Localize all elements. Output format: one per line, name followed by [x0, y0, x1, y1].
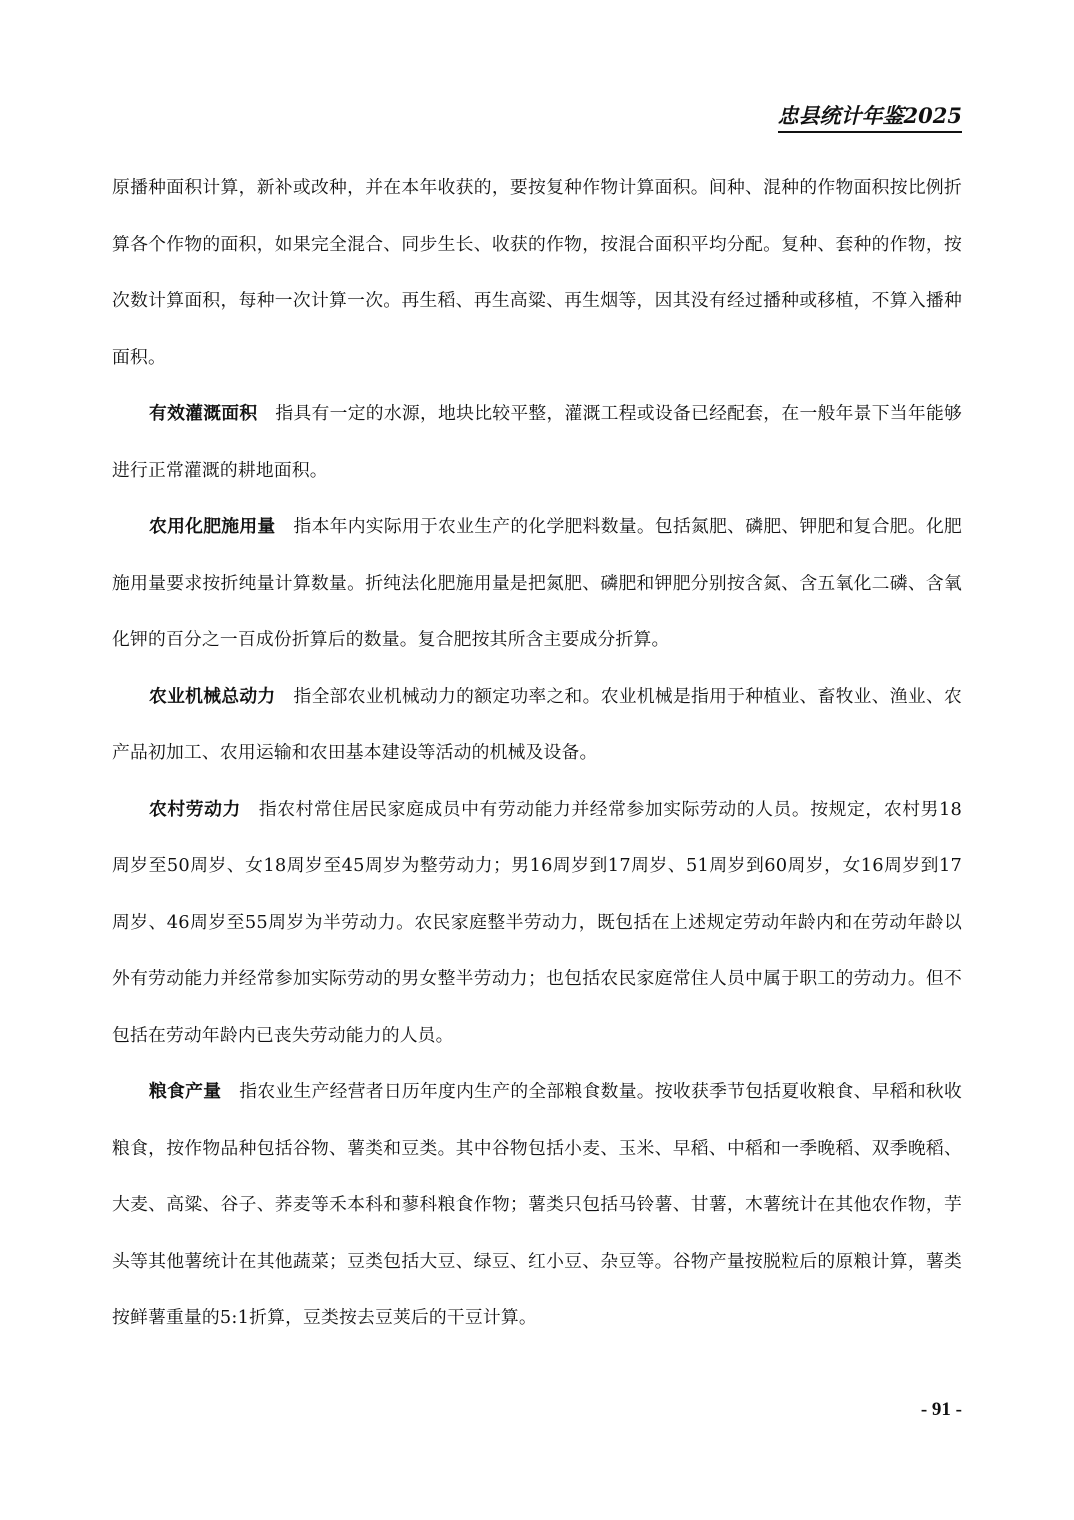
document-body	[112, 160, 962, 1347]
paragraph-text: 指农村常住居民家庭成员中有劳动能力并经常参加实际劳动的人员。按规定，农村男18周岁至50周岁、女18周岁至45周岁为整劳动力；男16周岁到17周岁、51周岁到60周岁，女16周岁到17周岁、46周岁至55周岁为半劳动力。农民家庭整半劳动力，既包括在上述规定劳动年龄内和在劳动年龄以外有劳动能力并经常参加实际劳动的男女整半劳动力；也包括农民家庭常住人员中属于职工的劳动力。但不包括在劳动年龄内已丧失劳动能力的人员。	[112, 798, 962, 1046]
paragraph-agricultural-machinery-power	[112, 669, 962, 782]
term-heading: 有效灌溉面积	[149, 403, 258, 424]
paragraph-grain-output	[112, 1064, 962, 1347]
paragraph-text: 指全部农业机械动力的额定功率之和。农业机械是指用于种植业、畜牧业、渔业、农产品初加工、农用运输和农田基本建设等活动的机械及设备。	[112, 685, 962, 763]
paragraph-text: 指本年内实际用于农业生产的化学肥料数量。包括氮肥、磷肥、钾肥和复合肥。化肥施用量要求按折纯量计算数量。折纯法化肥施用量是把氮肥、磷肥和钾肥分别按含氮、含五氧化二磷、含氧化钾的百分之一百成份折算后的数量。复合肥按其所含主要成分折算。	[112, 516, 962, 650]
term-heading: 农村劳动力	[149, 798, 241, 820]
paragraph-effective-irrigated-area	[112, 386, 962, 499]
term-heading: 粮食产量	[149, 1081, 222, 1102]
paragraph-rural-labor	[112, 782, 962, 1065]
term-heading: 农业机械总动力	[149, 685, 276, 707]
paragraph-text: 指具有一定的水源，地块比较平整，灌溉工程或设备已经配套，在一般年景下当年能够进行正常灌溉的耕地面积。	[112, 403, 962, 481]
paragraph-text: 指农业生产经营者日历年度内生产的全部粮食数量。按收获季节包括夏收粮食、早稻和秋收粮食，按作物品种包括谷物、薯类和豆类。其中谷物包括小麦、玉米、早稻、中稻和一季晚稻、双季晚稻、大麦、高粱、谷子、荞麦等禾本科和蓼科粮食作物；薯类只包括马铃薯、甘薯，木薯统计在其他农作物，芋头等其他薯统计在其他蔬菜；豆类包括大豆、绿豆、红小豆、杂豆等。谷物产量按脱粒后的原粮计算，薯类按鲜薯重量的5:1折算，豆类按去豆荚后的干豆计算。	[112, 1081, 962, 1328]
term-heading: 农用化肥施用量	[149, 516, 276, 537]
paragraph-text: 原播种面积计算，新补或改种，并在本年收获的，要按复种作物计算面积。间种、混种的作物面积按比例折算各个作物的面积，如果完全混合、同步生长、收获的作物，按混合面积平均分配。复种、套种的作物，按次数计算面积，每种一次计算一次。再生稻、再生高粱、再生烟等，因其没有经过播种或移植，不算入播种面积。	[112, 177, 962, 368]
paragraph-fertilizer-use	[112, 499, 962, 669]
paragraph-sown-area-continued	[112, 160, 962, 386]
page-number: - 91 -	[920, 1399, 962, 1420]
yearbook-header: 忠县统计年鉴2025	[778, 102, 962, 133]
